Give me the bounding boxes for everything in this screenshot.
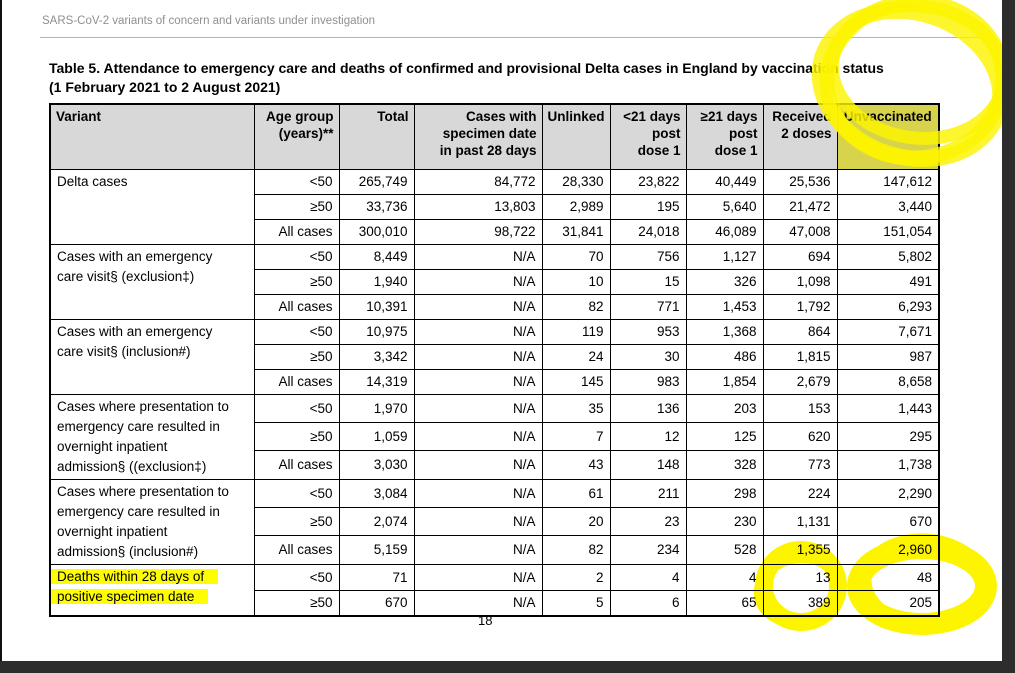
- column-header-line: in past 28 days: [439, 143, 537, 158]
- age-group-cell: <50: [254, 394, 339, 422]
- age-group-cell: ≥50: [254, 422, 339, 450]
- value-cell: 771: [610, 294, 686, 319]
- value-cell: 10,975: [339, 319, 414, 344]
- value-cell: N/A: [414, 590, 542, 616]
- value-cell: 46,089: [686, 219, 763, 244]
- value-cell: 5,802: [837, 244, 939, 269]
- value-cell: 1,059: [339, 422, 414, 450]
- value-cell: 15: [610, 269, 686, 294]
- value-cell: 82: [542, 536, 610, 564]
- age-group-cell: All cases: [254, 451, 339, 479]
- value-cell: 2,679: [763, 369, 837, 394]
- value-cell: 47,008: [763, 219, 837, 244]
- value-cell: 31,841: [542, 219, 610, 244]
- value-cell: 5,640: [686, 194, 763, 219]
- value-cell: 8,449: [339, 244, 414, 269]
- variant-label-line: care visit§ (inclusion#): [57, 343, 191, 359]
- value-cell: 1,970: [339, 394, 414, 422]
- value-cell: 4: [686, 564, 763, 590]
- column-header: [254, 104, 339, 169]
- value-cell: 25,536: [763, 169, 837, 194]
- value-cell: 98,722: [414, 219, 542, 244]
- value-cell: 2: [542, 564, 610, 590]
- value-cell: 2,290: [837, 479, 939, 507]
- value-cell: 23: [610, 507, 686, 535]
- value-cell: 203: [686, 394, 763, 422]
- value-cell: 10: [542, 269, 610, 294]
- column-header: [763, 104, 837, 169]
- value-cell: 84,772: [414, 169, 542, 194]
- column-header-line: Unlinked: [547, 109, 605, 124]
- column-header-line: dose 1: [714, 143, 758, 158]
- data-table: [49, 103, 940, 617]
- value-cell: 983: [610, 369, 686, 394]
- value-cell: 148: [610, 451, 686, 479]
- value-cell: 5,159: [339, 536, 414, 564]
- value-cell: 1,815: [763, 344, 837, 369]
- highlighted-label-text: Deaths within 28 days of: [51, 569, 218, 584]
- variant-label-line: Cases where presentation to: [57, 483, 229, 499]
- column-header-line: dose 1: [637, 143, 681, 158]
- value-cell: 35: [542, 394, 610, 422]
- table-header-row: [50, 104, 939, 169]
- value-cell: 1,854: [686, 369, 763, 394]
- value-cell: 300,010: [339, 219, 414, 244]
- value-cell: 119: [542, 319, 610, 344]
- value-cell: 773: [763, 451, 837, 479]
- age-group-cell: <50: [254, 169, 339, 194]
- column-header-line: Total: [377, 109, 409, 124]
- column-header-line: specimen date: [442, 126, 537, 141]
- value-cell: 14,319: [339, 369, 414, 394]
- table-row: [50, 394, 939, 422]
- value-cell: 24: [542, 344, 610, 369]
- column-header: [610, 104, 686, 169]
- variant-label-line: Cases where presentation to: [57, 398, 229, 414]
- value-cell: 3,030: [339, 451, 414, 479]
- value-cell: N/A: [414, 394, 542, 422]
- column-header-line: Age group: [266, 109, 334, 124]
- table-row: [50, 319, 939, 344]
- value-cell: 13: [763, 564, 837, 590]
- variant-label-line: admission§ ((exclusion‡): [57, 458, 207, 474]
- value-cell: 10,391: [339, 294, 414, 319]
- variant-label-line: Cases with an emergency: [57, 323, 213, 339]
- age-group-cell: All cases: [254, 219, 339, 244]
- value-cell: 8,658: [837, 369, 939, 394]
- variant-cell: [50, 319, 254, 394]
- value-cell: N/A: [414, 422, 542, 450]
- value-cell: N/A: [414, 344, 542, 369]
- value-cell: N/A: [414, 244, 542, 269]
- value-cell: 28,330: [542, 169, 610, 194]
- value-cell: 82: [542, 294, 610, 319]
- age-group-cell: <50: [254, 564, 339, 590]
- value-cell: 234: [610, 536, 686, 564]
- age-group-cell: ≥50: [254, 590, 339, 616]
- right-edge-bar: [1002, 0, 1015, 673]
- value-cell: 224: [763, 479, 837, 507]
- value-cell: 620: [763, 422, 837, 450]
- value-cell: 205: [837, 590, 939, 616]
- variant-cell: [50, 169, 254, 244]
- variant-label-line: emergency care resulted in: [57, 503, 220, 519]
- value-cell: 151,054: [837, 219, 939, 244]
- value-cell: 20: [542, 507, 610, 535]
- value-cell: 6: [610, 590, 686, 616]
- column-header: [837, 104, 939, 169]
- value-cell: 33,736: [339, 194, 414, 219]
- variant-label-line: Delta cases: [57, 173, 128, 189]
- value-cell: 23,822: [610, 169, 686, 194]
- value-cell: 6,293: [837, 294, 939, 319]
- value-cell: 864: [763, 319, 837, 344]
- variant-label-line: [57, 587, 248, 607]
- variant-label-line: emergency care resulted in: [57, 418, 220, 434]
- value-cell: 1,127: [686, 244, 763, 269]
- value-cell: 65: [686, 590, 763, 616]
- value-cell: 4: [610, 564, 686, 590]
- variant-label-line: overnight inpatient: [57, 523, 168, 539]
- value-cell: 145: [542, 369, 610, 394]
- column-header: [339, 104, 414, 169]
- value-cell: 40,449: [686, 169, 763, 194]
- column-header-line: ≥21 days: [700, 109, 758, 124]
- value-cell: 2,074: [339, 507, 414, 535]
- table-row: [50, 479, 939, 507]
- value-cell: 5: [542, 590, 610, 616]
- variant-label-line: care visit§ (exclusion‡): [57, 268, 195, 284]
- value-cell: 125: [686, 422, 763, 450]
- value-cell: N/A: [414, 564, 542, 590]
- value-cell: 61: [542, 479, 610, 507]
- left-edge-bar: [0, 0, 2, 673]
- value-cell: 13,803: [414, 194, 542, 219]
- column-header-line: post: [652, 126, 681, 141]
- column-header: [414, 104, 542, 169]
- value-cell: N/A: [414, 536, 542, 564]
- value-cell: N/A: [414, 369, 542, 394]
- value-cell: 953: [610, 319, 686, 344]
- table-row: [50, 564, 939, 590]
- column-header-line: <21 days: [623, 109, 681, 124]
- variant-label-line: Cases with an emergency: [57, 248, 213, 264]
- value-cell: 21,472: [763, 194, 837, 219]
- header-rule: [40, 37, 987, 38]
- value-cell: 12: [610, 422, 686, 450]
- age-group-cell: All cases: [254, 536, 339, 564]
- age-group-cell: <50: [254, 479, 339, 507]
- variant-label-line: overnight inpatient: [57, 438, 168, 454]
- value-cell: 389: [763, 590, 837, 616]
- value-cell: 195: [610, 194, 686, 219]
- value-cell: 486: [686, 344, 763, 369]
- age-group-cell: ≥50: [254, 507, 339, 535]
- variant-cell: [50, 244, 254, 319]
- value-cell: N/A: [414, 269, 542, 294]
- value-cell: 1,738: [837, 451, 939, 479]
- value-cell: 1,131: [763, 507, 837, 535]
- column-header-line: Unvaccinated: [843, 109, 932, 124]
- table-title-line1: Table 5. Attendance to emergency care and deaths of confirmed and provisional Delta cases in England by vaccination status: [49, 60, 884, 76]
- value-cell: 7,671: [837, 319, 939, 344]
- value-cell: N/A: [414, 451, 542, 479]
- value-cell: 265,749: [339, 169, 414, 194]
- value-cell: 147,612: [837, 169, 939, 194]
- column-header: [50, 104, 254, 169]
- value-cell: 48: [837, 564, 939, 590]
- value-cell: 328: [686, 451, 763, 479]
- value-cell: 136: [610, 394, 686, 422]
- value-cell: 1,443: [837, 394, 939, 422]
- value-cell: 670: [837, 507, 939, 535]
- value-cell: 71: [339, 564, 414, 590]
- age-group-cell: <50: [254, 244, 339, 269]
- column-header-line: (years)**: [278, 126, 334, 141]
- age-group-cell: ≥50: [254, 344, 339, 369]
- column-header: [542, 104, 610, 169]
- age-group-cell: All cases: [254, 369, 339, 394]
- variant-cell: [50, 564, 254, 616]
- value-cell: 3,440: [837, 194, 939, 219]
- value-cell: 528: [686, 536, 763, 564]
- value-cell: 230: [686, 507, 763, 535]
- document-header: SARS-CoV-2 variants of concern and variants under investigation: [42, 15, 376, 27]
- table-body: [50, 169, 939, 616]
- value-cell: N/A: [414, 507, 542, 535]
- value-cell: 43: [542, 451, 610, 479]
- column-header-line: Cases with: [465, 109, 537, 124]
- column-header: [686, 104, 763, 169]
- value-cell: 1,098: [763, 269, 837, 294]
- column-header-line: Variant: [56, 109, 102, 124]
- value-cell: N/A: [414, 294, 542, 319]
- value-cell: 153: [763, 394, 837, 422]
- column-header-line: 2 doses: [781, 126, 832, 141]
- value-cell: 1,355: [763, 536, 837, 564]
- value-cell: 326: [686, 269, 763, 294]
- value-cell: 1,453: [686, 294, 763, 319]
- variant-cell: [50, 479, 254, 564]
- value-cell: 756: [610, 244, 686, 269]
- value-cell: 491: [837, 269, 939, 294]
- table-title-line2: (1 February 2021 to 2 August 2021): [49, 79, 281, 95]
- value-cell: 211: [610, 479, 686, 507]
- table-row: [50, 244, 939, 269]
- table-title: [49, 59, 989, 97]
- highlighted-label-text: positive specimen date: [51, 589, 208, 604]
- age-group-cell: All cases: [254, 294, 339, 319]
- value-cell: 70: [542, 244, 610, 269]
- age-group-cell: ≥50: [254, 269, 339, 294]
- value-cell: 987: [837, 344, 939, 369]
- value-cell: 7: [542, 422, 610, 450]
- value-cell: 295: [837, 422, 939, 450]
- value-cell: N/A: [414, 479, 542, 507]
- variant-label-line: admission§ (inclusion#): [57, 543, 199, 559]
- value-cell: N/A: [414, 319, 542, 344]
- value-cell: 30: [610, 344, 686, 369]
- table-row: [50, 169, 939, 194]
- value-cell: 3,084: [339, 479, 414, 507]
- value-cell: 694: [763, 244, 837, 269]
- age-group-cell: ≥50: [254, 194, 339, 219]
- value-cell: 1,940: [339, 269, 414, 294]
- value-cell: 1,368: [686, 319, 763, 344]
- value-cell: 2,960: [837, 536, 939, 564]
- value-cell: 298: [686, 479, 763, 507]
- value-cell: 24,018: [610, 219, 686, 244]
- age-group-cell: <50: [254, 319, 339, 344]
- bottom-edge-bar: [0, 661, 1015, 673]
- variant-cell: [50, 394, 254, 479]
- value-cell: 2,989: [542, 194, 610, 219]
- column-header-line: Received: [772, 109, 832, 124]
- page-number: 18: [478, 613, 493, 628]
- value-cell: 3,342: [339, 344, 414, 369]
- value-cell: 1,792: [763, 294, 837, 319]
- value-cell: 670: [339, 590, 414, 616]
- variant-label-line: [57, 567, 248, 587]
- column-header-line: post: [729, 126, 758, 141]
